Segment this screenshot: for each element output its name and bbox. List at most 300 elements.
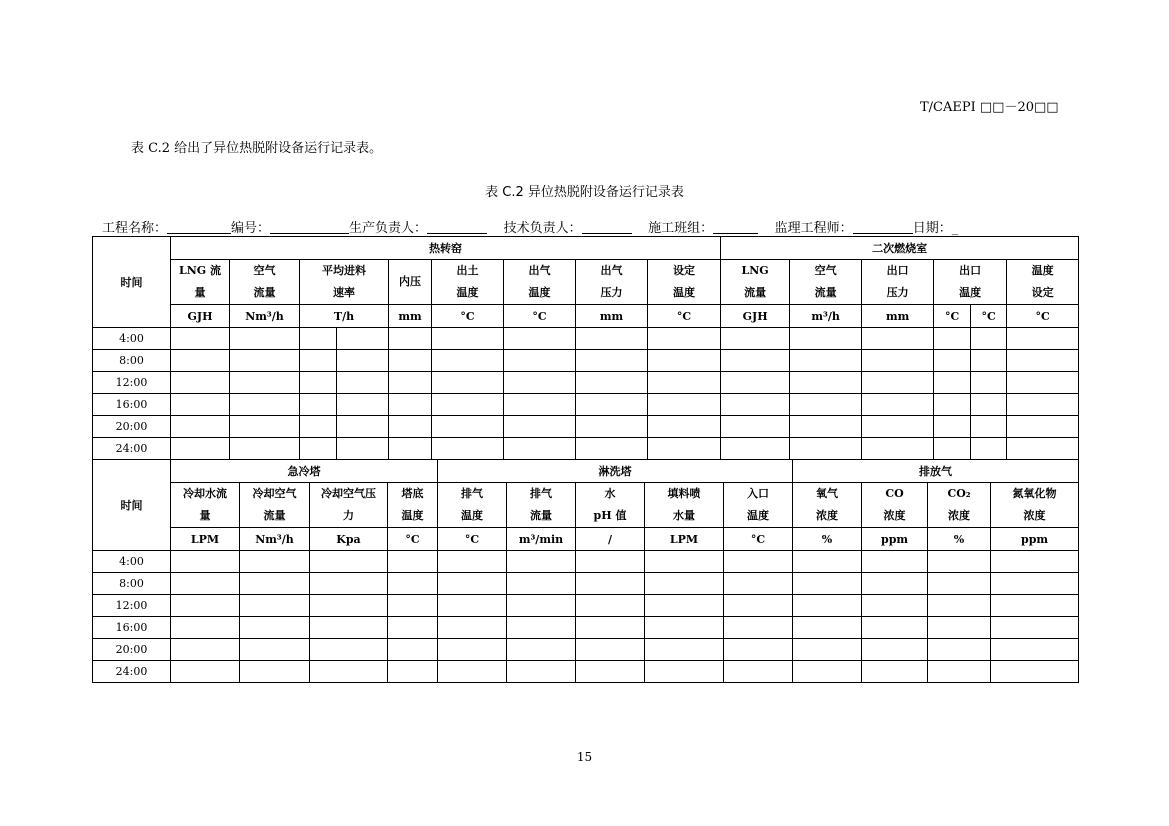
entry-cell[interactable] — [337, 416, 389, 438]
entry-cell[interactable] — [721, 350, 790, 372]
entry-cell[interactable] — [862, 551, 928, 573]
entry-cell[interactable] — [310, 573, 388, 595]
column-header — [388, 483, 438, 528]
entry-cell[interactable] — [438, 595, 507, 617]
column-header-line: 流量 — [744, 286, 767, 299]
entry-cell[interactable] — [724, 595, 793, 617]
entry-cell[interactable] — [504, 372, 576, 394]
entry-cell[interactable] — [507, 551, 576, 573]
record-row — [93, 350, 1079, 372]
entry-cell[interactable] — [389, 350, 432, 372]
entry-cell[interactable] — [310, 661, 388, 683]
entry-cell[interactable] — [171, 438, 230, 460]
entry-cell[interactable] — [793, 639, 862, 661]
entry-cell[interactable] — [300, 328, 337, 350]
entry-cell[interactable] — [171, 350, 230, 372]
record-row — [93, 328, 1079, 350]
record-row — [93, 595, 1079, 617]
column-header — [991, 483, 1079, 528]
entry-cell[interactable] — [721, 394, 790, 416]
supervisor-blank — [853, 221, 913, 234]
entry-cell[interactable] — [310, 617, 388, 639]
entry-cell[interactable] — [171, 617, 240, 639]
column-header-line: 出气 — [528, 264, 551, 277]
entry-cell[interactable] — [790, 438, 862, 460]
column-header — [1007, 260, 1079, 305]
record-row — [93, 416, 1079, 438]
unit-cell: % — [928, 528, 991, 551]
entry-cell[interactable] — [507, 595, 576, 617]
entry-cell[interactable] — [507, 573, 576, 595]
entry-cell[interactable] — [648, 394, 721, 416]
entry-cell[interactable] — [576, 573, 645, 595]
entry-cell[interactable] — [793, 595, 862, 617]
number-blank — [270, 221, 349, 234]
entry-cell[interactable] — [648, 438, 721, 460]
entry-cell[interactable] — [645, 551, 724, 573]
column-header-line: 出口 — [886, 264, 909, 277]
column-header-line: 氮氧化物 — [1012, 487, 1057, 500]
entry-cell[interactable] — [337, 394, 389, 416]
entry-cell[interactable] — [300, 416, 337, 438]
column-header — [389, 260, 432, 305]
column-header — [721, 260, 790, 305]
entry-cell[interactable] — [337, 350, 389, 372]
record-row — [93, 639, 1079, 661]
entry-cell[interactable] — [928, 595, 991, 617]
column-header — [438, 483, 507, 528]
entry-cell[interactable] — [862, 617, 928, 639]
entry-cell[interactable] — [862, 394, 934, 416]
entry-cell[interactable] — [576, 372, 648, 394]
entry-cell[interactable] — [576, 438, 648, 460]
entry-cell[interactable] — [438, 551, 507, 573]
entry-cell[interactable] — [971, 394, 1007, 416]
intro-paragraph: 表 C.2 给出了异位热脱附设备运行记录表。 — [131, 141, 383, 156]
entry-cell[interactable] — [971, 416, 1007, 438]
entry-cell[interactable] — [504, 328, 576, 350]
entry-cell[interactable] — [310, 639, 388, 661]
entry-cell[interactable] — [576, 661, 645, 683]
entry-cell[interactable] — [388, 639, 438, 661]
entry-cell[interactable] — [648, 350, 721, 372]
entry-cell[interactable] — [504, 394, 576, 416]
entry-cell[interactable] — [171, 372, 230, 394]
entry-cell[interactable] — [300, 438, 337, 460]
entry-cell[interactable] — [171, 328, 230, 350]
production-manager-blank — [427, 221, 487, 234]
entry-cell[interactable] — [240, 639, 310, 661]
unit-cell: mm — [862, 305, 934, 328]
entry-cell[interactable] — [790, 372, 862, 394]
column-header-line: 量 — [199, 509, 211, 522]
entry-cell[interactable] — [438, 573, 507, 595]
unit-cell: °C — [971, 305, 1007, 328]
unit-cell: °C — [388, 528, 438, 551]
entry-cell[interactable] — [721, 372, 790, 394]
unit-cell: °C — [504, 305, 576, 328]
record-row — [93, 573, 1079, 595]
column-header — [862, 260, 934, 305]
entry-cell[interactable] — [438, 639, 507, 661]
table-caption: 表 C.2 异位热脱附设备运行记录表 — [485, 185, 684, 200]
column-header-line: 塔底 — [401, 487, 424, 500]
time-cell: 8:00 — [93, 350, 171, 372]
column-header — [645, 483, 724, 528]
unit-cell: °C — [934, 305, 971, 328]
entry-cell[interactable] — [576, 595, 645, 617]
column-header-line: 排气 — [461, 487, 483, 500]
entry-cell[interactable] — [300, 372, 337, 394]
column-header — [171, 483, 240, 528]
entry-cell[interactable] — [793, 551, 862, 573]
column-header — [240, 483, 310, 528]
entry-cell[interactable] — [337, 328, 389, 350]
column-header-line: 出土 — [456, 264, 479, 277]
entry-cell[interactable] — [310, 551, 388, 573]
entry-cell[interactable] — [171, 551, 240, 573]
column-header-line: 温度 — [461, 509, 483, 522]
entry-cell[interactable] — [504, 350, 576, 372]
date-label: 日期： — [912, 221, 952, 236]
entry-cell[interactable] — [862, 639, 928, 661]
entry-cell[interactable] — [971, 350, 1007, 372]
entry-cell[interactable] — [862, 661, 928, 683]
entry-cell[interactable] — [991, 661, 1079, 683]
entry-cell[interactable] — [991, 617, 1079, 639]
column-header-line: 内压 — [399, 275, 421, 288]
entry-cell[interactable] — [171, 661, 240, 683]
entry-cell[interactable] — [230, 350, 300, 372]
column-header-line: 排气 — [530, 487, 552, 500]
column-header-line: 速率 — [333, 286, 355, 299]
column-header — [862, 483, 928, 528]
entry-cell[interactable] — [934, 350, 971, 372]
time-cell: 16:00 — [93, 394, 171, 416]
entry-cell[interactable] — [724, 617, 793, 639]
time-cell: 24:00 — [93, 438, 171, 460]
column-header-line: 力 — [343, 509, 354, 522]
entry-cell[interactable] — [934, 394, 971, 416]
entry-cell[interactable] — [576, 394, 648, 416]
entry-cell[interactable] — [507, 639, 576, 661]
record-meta-line — [102, 217, 958, 236]
entry-cell[interactable] — [645, 639, 724, 661]
entry-cell[interactable] — [230, 416, 300, 438]
unit-cell: T/h — [300, 305, 389, 328]
record-row — [93, 394, 1079, 416]
entry-cell[interactable] — [645, 573, 724, 595]
time-header: 时间 — [93, 460, 171, 551]
entry-cell[interactable] — [171, 639, 240, 661]
entry-cell[interactable] — [724, 573, 793, 595]
scrubber-group-header: 淋洗塔 — [438, 460, 793, 483]
entry-cell[interactable] — [438, 661, 507, 683]
column-header-line: 冷却空气压 — [321, 487, 376, 500]
column-header-line: 压力 — [600, 286, 623, 299]
entry-cell[interactable] — [793, 661, 862, 683]
quench-scrubber-record-table — [92, 459, 1079, 683]
entry-cell[interactable] — [790, 328, 862, 350]
entry-cell[interactable] — [300, 394, 337, 416]
entry-cell[interactable] — [928, 639, 991, 661]
column-header-line: 温度 — [747, 509, 769, 522]
column-header-line: 空气 — [814, 264, 837, 277]
column-header-line: 温度 — [456, 286, 479, 299]
column-header-line: 平均进料 — [322, 264, 366, 277]
column-header-line: 入口 — [747, 487, 769, 500]
entry-cell[interactable] — [721, 328, 790, 350]
entry-cell[interactable] — [793, 573, 862, 595]
entry-cell[interactable] — [862, 328, 934, 350]
column-header — [934, 260, 1007, 305]
entry-cell[interactable] — [300, 350, 337, 372]
entry-cell[interactable] — [648, 416, 721, 438]
entry-cell[interactable] — [991, 573, 1079, 595]
entry-cell[interactable] — [790, 350, 862, 372]
entry-cell[interactable] — [171, 416, 230, 438]
entry-cell[interactable] — [934, 416, 971, 438]
column-header-line: 流量 — [253, 286, 276, 299]
entry-cell[interactable] — [230, 394, 300, 416]
entry-cell[interactable] — [240, 661, 310, 683]
entry-cell[interactable] — [934, 328, 971, 350]
entry-cell[interactable] — [432, 350, 504, 372]
time-cell: 4:00 — [93, 551, 171, 573]
column-header-line: 浓度 — [1023, 509, 1046, 522]
time-cell: 8:00 — [93, 573, 171, 595]
entry-cell[interactable] — [438, 617, 507, 639]
column-header — [576, 260, 648, 305]
entry-cell[interactable] — [388, 573, 438, 595]
entry-cell[interactable] — [389, 328, 432, 350]
column-header — [432, 260, 504, 305]
unit-cell: Nm³/h — [230, 305, 300, 328]
entry-cell[interactable] — [721, 416, 790, 438]
entry-cell[interactable] — [240, 551, 310, 573]
entry-cell[interactable] — [576, 350, 648, 372]
entry-cell[interactable] — [724, 639, 793, 661]
column-header — [504, 260, 576, 305]
unit-cell: m³/min — [507, 528, 576, 551]
record-row — [93, 551, 1079, 573]
entry-cell[interactable] — [862, 416, 934, 438]
entry-cell[interactable] — [645, 595, 724, 617]
column-header — [230, 260, 300, 305]
project-name-blank — [167, 221, 231, 234]
project-name-label: 工程名称： — [102, 221, 168, 236]
entry-cell[interactable] — [1007, 394, 1079, 416]
entry-cell[interactable] — [171, 573, 240, 595]
column-header — [793, 483, 862, 528]
entry-cell[interactable] — [793, 617, 862, 639]
entry-cell[interactable] — [240, 617, 310, 639]
column-header-line: 浓度 — [948, 509, 971, 522]
time-cell: 24:00 — [93, 661, 171, 683]
column-header-line: 空气 — [253, 264, 276, 277]
time-cell: 20:00 — [93, 639, 171, 661]
column-header-line: 出口 — [959, 264, 982, 277]
entry-cell[interactable] — [724, 551, 793, 573]
entry-cell[interactable] — [432, 328, 504, 350]
entry-cell[interactable] — [504, 438, 576, 460]
entry-cell[interactable] — [928, 617, 991, 639]
record-row — [93, 438, 1079, 460]
time-cell: 12:00 — [93, 595, 171, 617]
entry-cell[interactable] — [934, 438, 971, 460]
entry-cell[interactable] — [1007, 350, 1079, 372]
column-header-line: 出气 — [600, 264, 623, 277]
column-header-line: 填料喷 — [667, 487, 701, 500]
entry-cell[interactable] — [230, 328, 300, 350]
entry-cell[interactable] — [388, 595, 438, 617]
record-row — [93, 372, 1079, 394]
entry-cell[interactable] — [971, 372, 1007, 394]
tech-manager-label: 技术负责人： — [503, 221, 582, 236]
entry-cell[interactable] — [1007, 416, 1079, 438]
unit-cell: °C — [438, 528, 507, 551]
entry-cell[interactable] — [389, 372, 432, 394]
quench-tower-group-header: 急冷塔 — [171, 460, 438, 483]
unit-cell: / — [576, 528, 645, 551]
entry-cell[interactable] — [862, 372, 934, 394]
time-cell: 12:00 — [93, 372, 171, 394]
entry-cell[interactable] — [991, 551, 1079, 573]
entry-cell[interactable] — [389, 438, 432, 460]
entry-cell[interactable] — [171, 394, 230, 416]
column-header-line: 量 — [194, 286, 206, 299]
entry-cell[interactable] — [991, 639, 1079, 661]
record-row — [93, 617, 1079, 639]
record-row — [93, 661, 1079, 683]
entry-cell[interactable] — [724, 661, 793, 683]
entry-cell[interactable] — [648, 372, 721, 394]
entry-cell[interactable] — [240, 595, 310, 617]
entry-cell[interactable] — [389, 394, 432, 416]
entry-cell[interactable] — [432, 394, 504, 416]
entry-cell[interactable] — [388, 617, 438, 639]
entry-cell[interactable] — [645, 661, 724, 683]
unit-cell: mm — [576, 305, 648, 328]
date-blank: _ — [951, 221, 959, 236]
entry-cell[interactable] — [648, 328, 721, 350]
entry-cell[interactable] — [504, 416, 576, 438]
unit-cell: GJH — [721, 305, 790, 328]
entry-cell[interactable] — [862, 350, 934, 372]
entry-cell[interactable] — [388, 661, 438, 683]
column-header-line: LNG — [741, 264, 769, 277]
entry-cell[interactable] — [862, 438, 934, 460]
column-header — [576, 483, 645, 528]
entry-cell[interactable] — [576, 551, 645, 573]
entry-cell[interactable] — [934, 372, 971, 394]
column-header-line: 流量 — [814, 286, 837, 299]
entry-cell[interactable] — [432, 438, 504, 460]
column-header-line: LNG 流 — [178, 264, 221, 277]
entry-cell[interactable] — [971, 438, 1007, 460]
entry-cell[interactable] — [389, 416, 432, 438]
column-header — [928, 483, 991, 528]
column-header-line: 温度 — [528, 286, 551, 299]
entry-cell[interactable] — [230, 372, 300, 394]
entry-cell[interactable] — [991, 595, 1079, 617]
entry-cell[interactable] — [432, 416, 504, 438]
entry-cell[interactable] — [171, 595, 240, 617]
supervisor-label: 监理工程师： — [774, 221, 853, 236]
unit-cell: GJH — [171, 305, 230, 328]
unit-cell: LPM — [171, 528, 240, 551]
entry-cell[interactable] — [388, 551, 438, 573]
entry-cell[interactable] — [862, 573, 928, 595]
entry-cell[interactable] — [1007, 372, 1079, 394]
column-header — [171, 260, 230, 305]
kiln-record-table — [92, 236, 1079, 460]
entry-cell[interactable] — [310, 595, 388, 617]
entry-cell[interactable] — [928, 661, 991, 683]
column-header-line: 流量 — [530, 509, 552, 522]
column-header-line: 浓度 — [883, 509, 906, 522]
entry-cell[interactable] — [576, 416, 648, 438]
secondary-chamber-group-header: 二次燃烧室 — [721, 237, 1079, 260]
entry-cell[interactable] — [1007, 328, 1079, 350]
column-header-line: 温度 — [959, 286, 982, 299]
unit-cell: % — [793, 528, 862, 551]
entry-cell[interactable] — [790, 416, 862, 438]
column-header — [648, 260, 721, 305]
unit-cell: Kpa — [310, 528, 388, 551]
entry-cell[interactable] — [432, 372, 504, 394]
entry-cell[interactable] — [1007, 438, 1079, 460]
entry-cell[interactable] — [576, 639, 645, 661]
entry-cell[interactable] — [507, 617, 576, 639]
entry-cell[interactable] — [576, 617, 645, 639]
entry-cell[interactable] — [645, 617, 724, 639]
tech-manager-blank — [582, 221, 632, 234]
unit-cell: Nm³/h — [240, 528, 310, 551]
entry-cell[interactable] — [971, 328, 1007, 350]
entry-cell[interactable] — [721, 438, 790, 460]
column-header-line: 温度 — [673, 286, 696, 299]
team-blank — [713, 221, 758, 234]
entry-cell[interactable] — [790, 394, 862, 416]
column-header-line: 设定 — [673, 264, 696, 277]
entry-cell[interactable] — [337, 438, 389, 460]
column-header-line: pH 值 — [593, 509, 627, 522]
column-header-line: CO₂ — [947, 487, 971, 500]
entry-cell[interactable] — [240, 573, 310, 595]
entry-cell[interactable] — [337, 372, 389, 394]
column-header — [724, 483, 793, 528]
entry-cell[interactable] — [507, 661, 576, 683]
unit-cell: ppm — [862, 528, 928, 551]
unit-cell: mm — [389, 305, 432, 328]
standard-number: T/CAEPI □□－20□□ — [920, 100, 1059, 115]
production-manager-label: 生产负责人： — [349, 221, 428, 236]
unit-cell: °C — [432, 305, 504, 328]
column-header-line: 浓度 — [816, 509, 839, 522]
page-number: 15 — [576, 750, 593, 764]
entry-cell[interactable] — [928, 573, 991, 595]
time-cell: 4:00 — [93, 328, 171, 350]
entry-cell[interactable] — [230, 438, 300, 460]
column-header-line: 温度 — [401, 509, 424, 522]
entry-cell[interactable] — [576, 328, 648, 350]
column-header-line: 温度 — [1031, 264, 1054, 277]
entry-cell[interactable] — [928, 551, 991, 573]
column-header — [790, 260, 862, 305]
entry-cell[interactable] — [862, 595, 928, 617]
column-header-line: 流量 — [263, 509, 286, 522]
